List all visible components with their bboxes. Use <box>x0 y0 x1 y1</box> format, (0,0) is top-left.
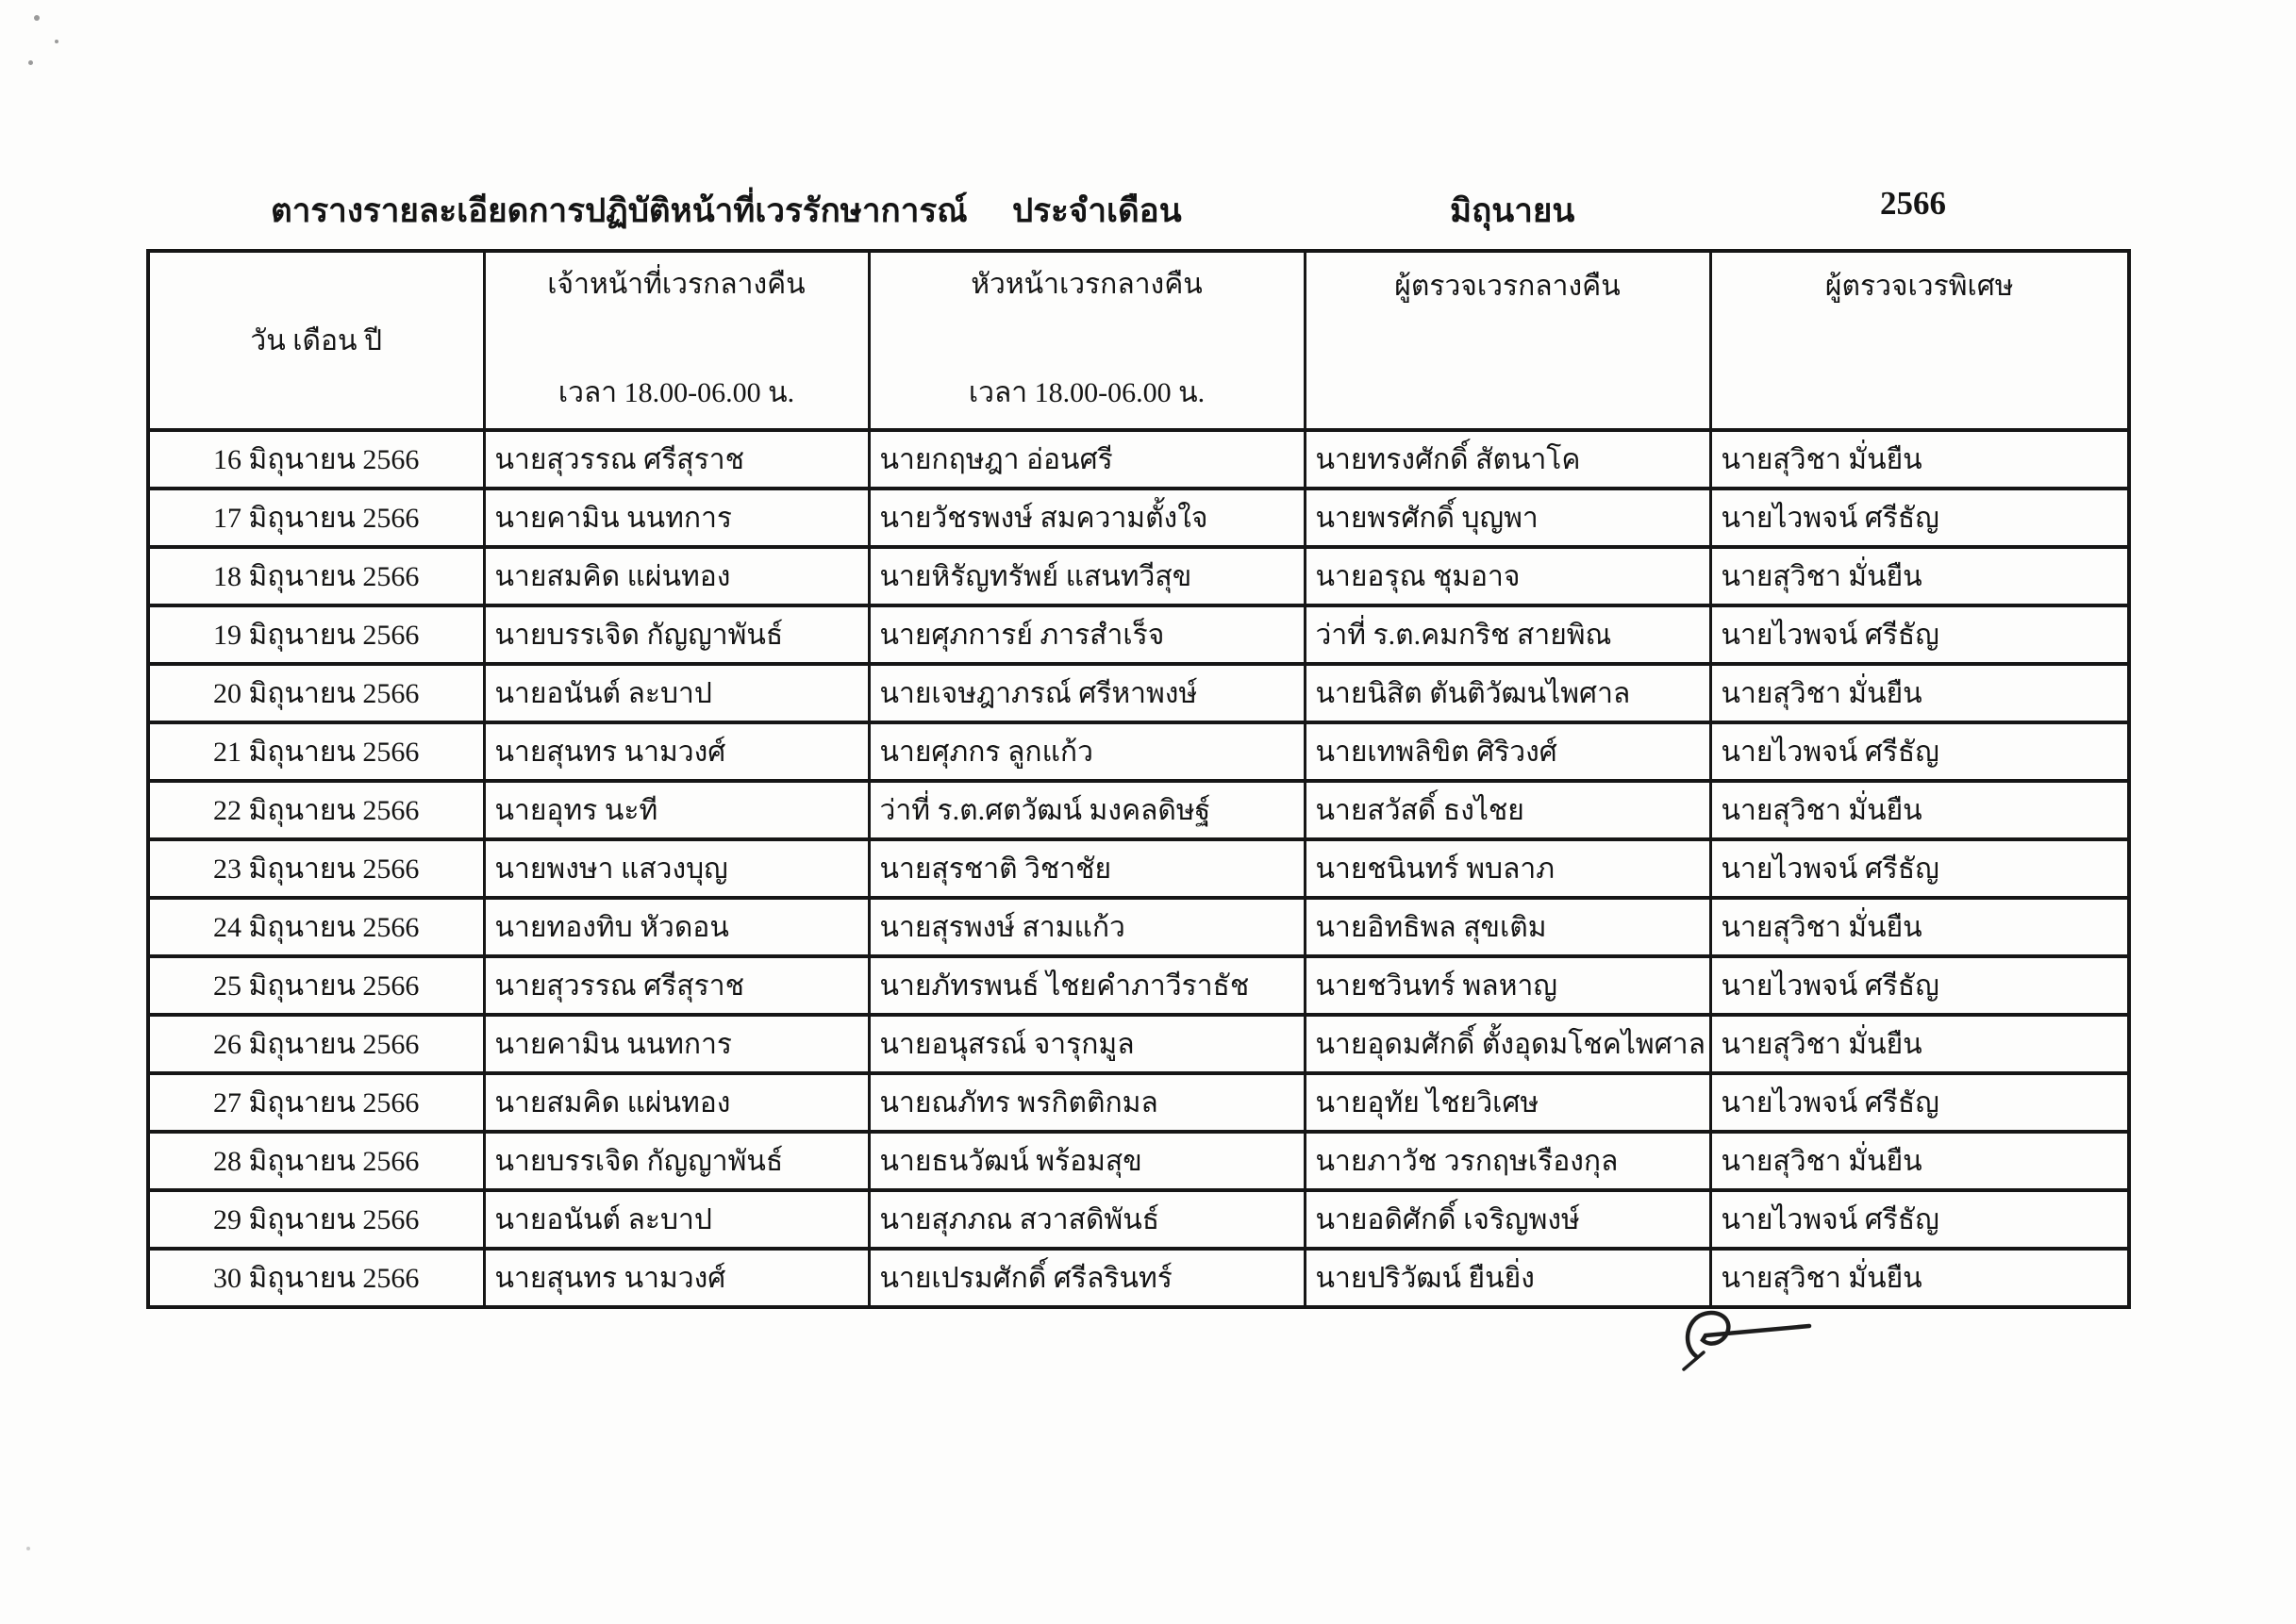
cell-night-chief: นายวัชรพงษ์ สมความตั้งใจ <box>869 489 1305 547</box>
cell-date: 17 มิถุนายน 2566 <box>148 489 484 547</box>
table-header <box>148 251 2129 430</box>
cell-night-officer: นายสุนทร นามวงศ์ <box>484 1249 869 1307</box>
table-row <box>148 489 2129 547</box>
cell-night-chief: นายศุภการย์ ภารสำเร็จ <box>869 605 1305 664</box>
cell-date: 18 มิถุนายน 2566 <box>148 547 484 605</box>
cell-special-inspector: นายสุวิชา มั่นยืน <box>1710 664 2129 722</box>
cell-night-officer: นายสุวรรณ ศรีสุราช <box>484 430 869 489</box>
cell-night-inspector: นายนิสิต ตันติวัฒนไพศาล <box>1305 664 1710 722</box>
cell-special-inspector: นายสุวิชา มั่นยืน <box>1710 430 2129 489</box>
cell-special-inspector: นายสุวิชา มั่นยืน <box>1710 781 2129 839</box>
cell-special-inspector: นายสุวิชา มั่นยืน <box>1710 547 2129 605</box>
col-header-special-inspector <box>1710 251 2129 430</box>
page-title: ตารางรายละเอียดการปฏิบัติหน้าที่เวรรักษาการณ์ <box>271 192 968 229</box>
cell-night-chief: นายศุภกร ลูกแก้ว <box>869 722 1305 781</box>
table-row <box>148 781 2129 839</box>
table-row <box>148 430 2129 489</box>
cell-date: 24 มิถุนายน 2566 <box>148 898 484 956</box>
cell-special-inspector: นายไวพจน์ ศรีธัญ <box>1710 956 2129 1015</box>
cell-night-officer: นายบรรเจิด กัญญาพันธ์ <box>484 1132 869 1190</box>
cell-night-chief: ว่าที่ ร.ต.ศตวัฒน์ มงคลดิษฐ์ <box>869 781 1305 839</box>
cell-night-inspector: ว่าที่ ร.ต.คมกริช สายพิณ <box>1305 605 1710 664</box>
cell-night-inspector: นายอุดมศักดิ์ ตั้งอุดมโชคไพศาล <box>1305 1015 1710 1073</box>
cell-special-inspector: นายสุวิชา มั่นยืน <box>1710 898 2129 956</box>
cell-date: 27 มิถุนายน 2566 <box>148 1073 484 1132</box>
cell-night-officer: นายสุนทร นามวงศ์ <box>484 722 869 781</box>
cell-night-officer: นายสมคิด แผ่นทอง <box>484 547 869 605</box>
cell-date: 19 มิถุนายน 2566 <box>148 605 484 664</box>
cell-special-inspector: นายสุวิชา มั่นยืน <box>1710 1249 2129 1307</box>
scan-speckle <box>28 60 33 65</box>
table-row <box>148 1073 2129 1132</box>
cell-night-officer: นายอุทร นะที <box>484 781 869 839</box>
table-body <box>148 430 2129 1307</box>
table-row <box>148 547 2129 605</box>
table-row <box>148 605 2129 664</box>
duty-roster-table <box>146 249 2131 1309</box>
cell-special-inspector: นายสุวิชา มั่นยืน <box>1710 1132 2129 1190</box>
cell-night-inspector: นายพรศักดิ์ บุญพา <box>1305 489 1710 547</box>
cell-night-chief: นายเปรมศักดิ์ ศรีลรินทร์ <box>869 1249 1305 1307</box>
cell-night-officer: นายคามิน นนทการ <box>484 1015 869 1073</box>
col-header-night-officer-wrap <box>486 253 868 428</box>
col-header-night-chief <box>869 251 1305 430</box>
cell-night-inspector: นายอดิศักดิ์ เจริญพงษ์ <box>1305 1190 1710 1249</box>
cell-night-chief: นายหิรัญทรัพย์ แสนทวีสุข <box>869 547 1305 605</box>
signature-mark <box>1677 1300 1819 1375</box>
cell-night-officer: นายพงษา แสวงบุญ <box>484 839 869 898</box>
col-header-special-inspector-label: ผู้ตรวจเวรพิเศษ <box>1824 271 2014 302</box>
cell-night-chief: นายสุรพงษ์ สามแก้ว <box>869 898 1305 956</box>
cell-special-inspector: นายไวพจน์ ศรีธัญ <box>1710 1073 2129 1132</box>
cell-night-officer: นายสมคิด แผ่นทอง <box>484 1073 869 1132</box>
cell-night-chief: นายณภัทร พรกิตติกมล <box>869 1073 1305 1132</box>
col-header-night-officer-time: เวลา 18.00-06.00 น. <box>557 377 795 408</box>
cell-date: 29 มิถุนายน 2566 <box>148 1190 484 1249</box>
cell-night-inspector: นายชวินทร์ พลหาญ <box>1305 956 1710 1015</box>
col-header-night-inspector-label: ผู้ตรวจเวรกลางคืน <box>1394 271 1621 302</box>
cell-special-inspector: นายไวพจน์ ศรีธัญ <box>1710 722 2129 781</box>
cell-special-inspector: นายสุวิชา มั่นยืน <box>1710 1015 2129 1073</box>
cell-night-inspector: นายปริวัฒน์ ยืนยิ่ง <box>1305 1249 1710 1307</box>
col-header-date-label: วัน เดือน ปี <box>250 324 383 356</box>
col-header-date <box>148 251 484 430</box>
cell-night-inspector: นายอุทัย ไชยวิเศษ <box>1305 1073 1710 1132</box>
cell-night-inspector: นายอิทธิพล สุขเติม <box>1305 898 1710 956</box>
table-row <box>148 1132 2129 1190</box>
cell-date: 16 มิถุนายน 2566 <box>148 430 484 489</box>
cell-night-chief: นายธนวัฒน์ พร้อมสุข <box>869 1132 1305 1190</box>
cell-date: 30 มิถุนายน 2566 <box>148 1249 484 1307</box>
cell-night-chief: นายภัทรพนธ์ ไชยคำภาวีราธัช <box>869 956 1305 1015</box>
cell-night-officer: นายคามิน นนทการ <box>484 489 869 547</box>
cell-night-inspector: นายเทพลิขิต ศิริวงศ์ <box>1305 722 1710 781</box>
col-header-night-officer-label: เจ้าหน้าที่เวรกลางคืน <box>547 269 806 300</box>
cell-night-officer: นายทองทิบ หัวดอน <box>484 898 869 956</box>
scan-speckle <box>26 1547 30 1550</box>
cell-date: 20 มิถุนายน 2566 <box>148 664 484 722</box>
table-row <box>148 1190 2129 1249</box>
table-row <box>148 722 2129 781</box>
table-row <box>148 839 2129 898</box>
cell-special-inspector: นายไวพจน์ ศรีธัญ <box>1710 839 2129 898</box>
table-row <box>148 664 2129 722</box>
cell-night-officer: นายอนันต์ ละบาป <box>484 1190 869 1249</box>
cell-date: 23 มิถุนายน 2566 <box>148 839 484 898</box>
cell-night-officer: นายสุวรรณ ศรีสุราช <box>484 956 869 1015</box>
cell-special-inspector: นายไวพจน์ ศรีธัญ <box>1710 605 2129 664</box>
col-header-night-chief-time: เวลา 18.00-06.00 น. <box>968 377 1206 408</box>
cell-date: 22 มิถุนายน 2566 <box>148 781 484 839</box>
cell-special-inspector: นายไวพจน์ ศรีธัญ <box>1710 489 2129 547</box>
month-value: มิถุนายน <box>1450 192 1575 229</box>
cell-date: 21 มิถุนายน 2566 <box>148 722 484 781</box>
scan-speckle <box>55 40 58 43</box>
cell-night-inspector: นายอรุณ ชุมอาจ <box>1305 547 1710 605</box>
table-row <box>148 1015 2129 1073</box>
col-header-night-officer <box>484 251 869 430</box>
year-value: 2566 <box>1880 185 1946 222</box>
cell-date: 25 มิถุนายน 2566 <box>148 956 484 1015</box>
col-header-night-inspector <box>1305 251 1710 430</box>
cell-special-inspector: นายไวพจน์ ศรีธัญ <box>1710 1190 2129 1249</box>
header-row <box>148 251 2129 430</box>
cell-night-chief: นายเจษฎาภรณ์ ศรีหาพงษ์ <box>869 664 1305 722</box>
cell-night-chief: นายอนุสรณ์ จารุกมูล <box>869 1015 1305 1073</box>
table-row <box>148 898 2129 956</box>
col-header-night-chief-label: หัวหน้าเวรกลางคืน <box>971 269 1203 300</box>
table-row <box>148 1249 2129 1307</box>
cell-date: 28 มิถุนายน 2566 <box>148 1132 484 1190</box>
cell-night-officer: นายบรรเจิด กัญญาพันธ์ <box>484 605 869 664</box>
col-header-night-chief-wrap <box>871 253 1304 428</box>
cell-night-inspector: นายชนินทร์ พบลาภ <box>1305 839 1710 898</box>
cell-night-chief: นายสุภภณ สวาสดิพันธ์ <box>869 1190 1305 1249</box>
table-row <box>148 956 2129 1015</box>
scan-speckle <box>34 15 40 21</box>
cell-night-chief: นายกฤษฎา อ่อนศรี <box>869 430 1305 489</box>
month-label: ประจำเดือน <box>1012 192 1182 229</box>
cell-night-officer: นายอนันต์ ละบาป <box>484 664 869 722</box>
cell-night-inspector: นายสวัสดิ์ ธงไชย <box>1305 781 1710 839</box>
cell-date: 26 มิถุนายน 2566 <box>148 1015 484 1073</box>
cell-night-chief: นายสุรชาติ วิชาชัย <box>869 839 1305 898</box>
cell-night-inspector: นายทรงศักดิ์ สัตนาโค <box>1305 430 1710 489</box>
cell-night-inspector: นายภาวัช วรกฤษเรืองกุล <box>1305 1132 1710 1190</box>
